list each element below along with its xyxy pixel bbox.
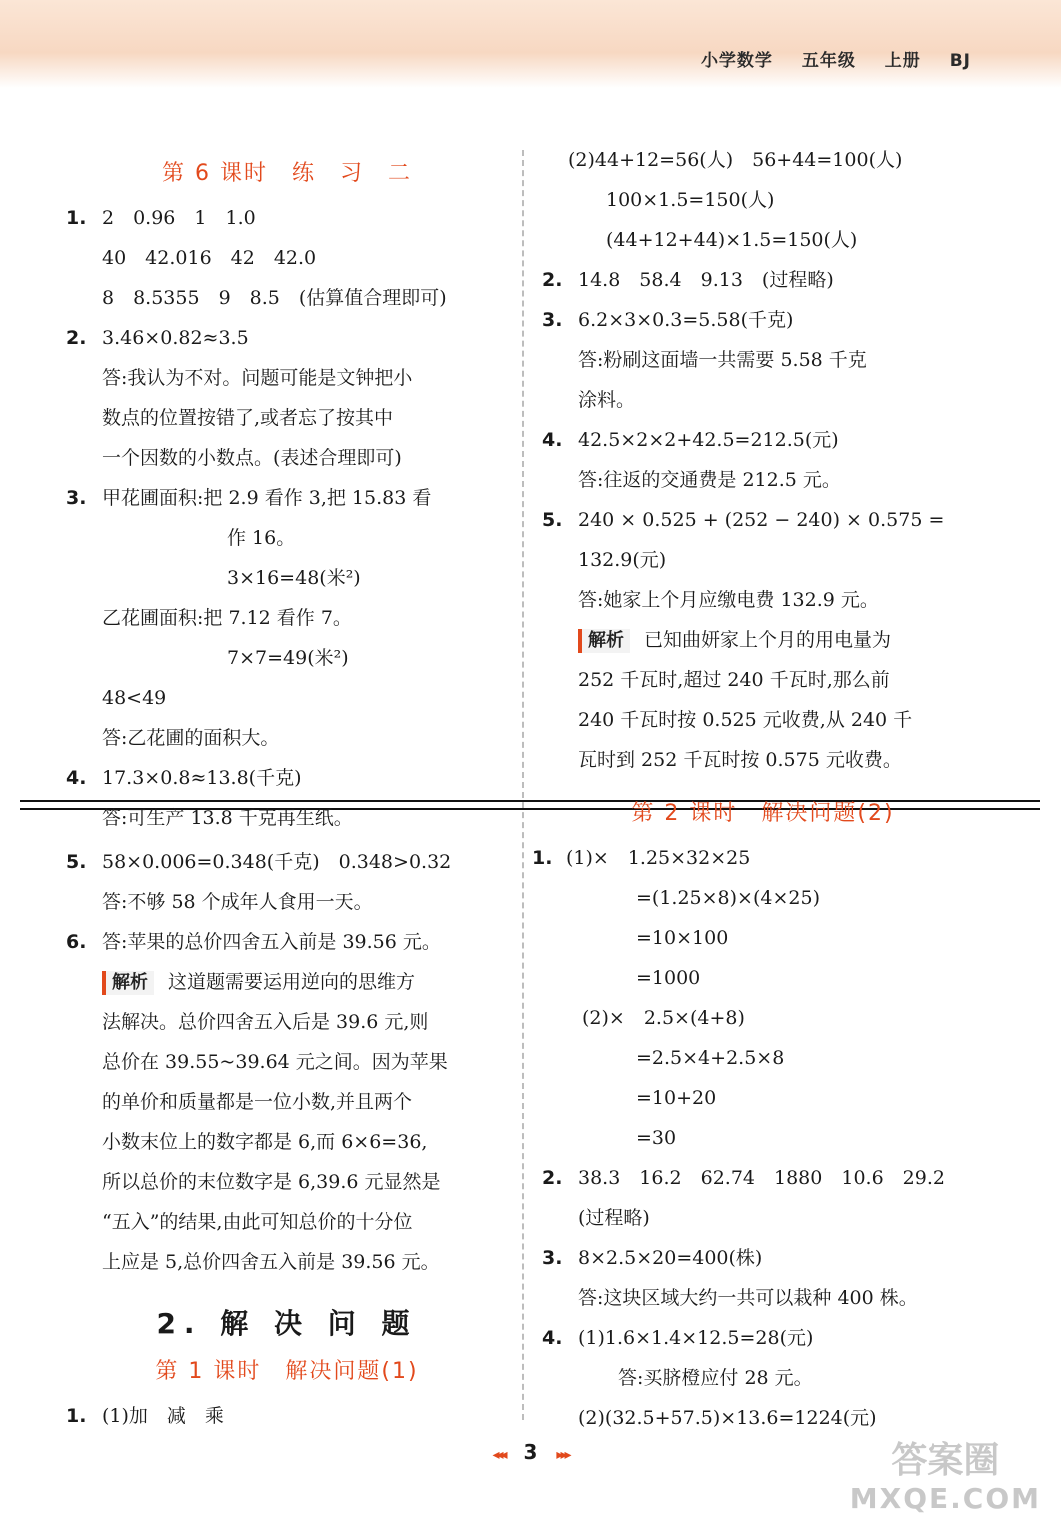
watermark-logo (850, 1442, 1041, 1518)
analysis-line: 252 千瓦时,超过 240 千瓦时,那么前 (578, 669, 890, 691)
left-column (62, 148, 512, 1436)
watermark-text: 答案圈 (891, 1440, 1000, 1481)
answer-line: =2.5×4+2.5×8 (636, 1047, 785, 1069)
answer-line: 答:我认为不对。问题可能是文钟把小 (102, 367, 413, 389)
answer-line: (1)1.6×1.4×12.5=28(元) (578, 1327, 814, 1349)
header-band (0, 0, 1061, 88)
item-number: 1. (532, 847, 553, 869)
answer-line: 240 × 0.525 + (252 − 240) × 0.575 = (578, 509, 945, 531)
answer-line: =10×100 (636, 927, 729, 949)
analysis-line: 已知曲妍家上个月的用电量为 (644, 629, 892, 651)
analysis-block (62, 962, 512, 1282)
analysis-line: 这道题需要运用逆向的思维方 (168, 971, 416, 993)
answer-line: (2)× 2.5×(4+8) (582, 1007, 745, 1029)
page-number: 3 (523, 1440, 538, 1464)
answer-item (62, 318, 512, 478)
answer-line: 2 0.96 1 1.0 (102, 207, 256, 229)
answer-line: 答:粉刷这面墙一共需要 5.58 千克 (578, 349, 867, 371)
analysis-line: 上应是 5,总价四舍五入前是 39.56 元。 (102, 1251, 440, 1273)
answer-line: =1000 (636, 967, 701, 989)
answer-line: 40 42.016 42 42.0 (102, 247, 317, 269)
answer-item (62, 758, 512, 838)
lesson-6-title: 第 6 课时 练 习 二 (162, 161, 412, 186)
answer-line: 甲花圃面积:把 2.9 看作 3,把 15.83 看 (102, 487, 432, 509)
answer-line: 答:可生产 13.8 千克再生纸。 (102, 807, 353, 829)
answer-item (62, 198, 512, 318)
answer-item (538, 420, 988, 500)
answer-line: 答:苹果的总价四舍五入前是 39.56 元。 (102, 931, 441, 953)
item-number: 1. (66, 207, 87, 229)
item-number: 4. (542, 1327, 563, 1349)
volume-label: 上册 (884, 51, 921, 71)
item-number: 3. (542, 1247, 563, 1269)
answer-line: 8×2.5×20=400(株) (578, 1247, 763, 1269)
right-column (532, 140, 988, 1438)
answer-item (538, 500, 988, 620)
answer-line: (1)× 1.25×32×25 (566, 847, 751, 869)
answer-item (538, 1238, 988, 1318)
answer-line: 6.2×3×0.3=5.58(千克) (578, 309, 794, 331)
analysis-line: 法解决。总价四舍五入后是 39.6 元,则 (102, 1011, 429, 1033)
item-number: 5. (542, 509, 563, 531)
answer-line: (2)44+12=56(人) 56+44=100(人) (568, 149, 903, 171)
answer-line: 132.9(元) (578, 549, 667, 571)
answer-line: =30 (636, 1127, 677, 1149)
answer-line: (1)加 减 乘 (102, 1405, 224, 1427)
grade-label: 五年级 (801, 51, 856, 71)
item-number: 2. (66, 327, 87, 349)
analysis-line: 小数末位上的数字都是 6,而 6×6=36, (102, 1131, 428, 1153)
answer-line: 48<49 (102, 687, 167, 709)
answer-line: 作 16。 (227, 527, 296, 549)
item-number: 2. (542, 1167, 563, 1189)
analysis-line: 的单价和质量都是一位小数,并且两个 (102, 1091, 413, 1113)
item-number: 2. (542, 269, 563, 291)
item-number: 4. (542, 429, 563, 451)
analysis-line: 240 千瓦时按 0.525 元收费,从 240 千 (578, 709, 913, 731)
item-number: 4. (66, 767, 87, 789)
answer-line: 答:买脐橙应付 28 元。 (618, 1367, 813, 1389)
edition-label: BJ (949, 51, 971, 71)
analysis-line: 总价在 39.55~39.64 元之间。因为苹果 (102, 1051, 448, 1073)
answer-item (62, 1396, 512, 1436)
watermark-url: MXQE.COM (849, 1482, 1041, 1515)
answer-line: 42.5×2×2+42.5=212.5(元) (578, 429, 839, 451)
answer-item (538, 300, 988, 420)
analysis-line: 所以总价的末位数字是 6,39.6 元显然是 (102, 1171, 441, 1193)
answer-line: 100×1.5=150(人) (606, 189, 775, 211)
answer-line: 答:这块区域大约一共可以栽种 400 株。 (578, 1287, 918, 1309)
right-arrows-icon: ▸▸▸ (556, 1447, 569, 1463)
analysis-block (538, 620, 988, 780)
answer-line: 数点的位置按错了,或者忘了按其中 (102, 407, 394, 429)
answer-line: 乙花圃面积:把 7.12 看作 7。 (102, 607, 352, 629)
answer-item (62, 478, 512, 758)
item-number: 3. (66, 487, 87, 509)
column-divider (522, 150, 524, 1420)
answer-line: 答:乙花圃的面积大。 (102, 727, 280, 749)
answer-line: 14.8 58.4 9.13 (过程略) (578, 269, 834, 291)
answer-line: 38.3 16.2 62.74 1880 10.6 29.2 (578, 1167, 945, 1189)
answer-line: 3×16=48(米²) (227, 567, 361, 589)
answer-line: 17.3×0.8≈13.8(千克) (102, 767, 302, 789)
answer-item (532, 838, 988, 1158)
item-number: 3. (542, 309, 563, 331)
answer-line: 答:不够 58 个成年人食用一天。 (102, 891, 373, 913)
answer-item (538, 1318, 988, 1438)
book-info (679, 46, 971, 71)
answer-line: 一个因数的小数点。(表述合理即可) (102, 447, 402, 469)
answer-item (62, 922, 512, 962)
answer-line: 58×0.006=0.348(千克) 0.348>0.32 (102, 851, 452, 873)
answer-line: (2)(32.5+57.5)×13.6=1224(元) (578, 1407, 877, 1429)
item-number: 5. (66, 851, 87, 873)
answer-line: (过程略) (578, 1207, 650, 1229)
analysis-tag: 解析 (102, 971, 154, 995)
item-number: 6. (66, 931, 87, 953)
analysis-line: “五入”的结果,由此可知总价的十分位 (102, 1211, 413, 1233)
answer-line: 3.46×0.82≈3.5 (102, 327, 249, 349)
answer-item (538, 260, 988, 300)
answer-line: =10+20 (636, 1087, 717, 1109)
item-number: 1. (66, 1405, 87, 1427)
answer-item (62, 842, 512, 922)
lesson-2-title: 第 2 课时 解决问题(2) (631, 801, 895, 826)
subject-label: 小学数学 (700, 51, 773, 71)
lesson-1-title: 第 1 课时 解决问题(1) (155, 1359, 419, 1384)
answer-line: =(1.25×8)×(4×25) (636, 887, 820, 909)
answer-line: 答:她家上个月应缴电费 132.9 元。 (578, 589, 879, 611)
section-title: 2. 解 决 问 题 (156, 1307, 418, 1340)
answer-line: 答:往返的交通费是 212.5 元。 (578, 469, 841, 491)
answer-line: 涂料。 (578, 389, 636, 411)
analysis-tag: 解析 (578, 629, 630, 653)
answer-item (538, 1158, 988, 1238)
left-arrows-icon: ◂◂◂ (492, 1447, 505, 1463)
analysis-line: 瓦时到 252 千瓦时按 0.575 元收费。 (578, 749, 902, 771)
answer-line: 8 8.5355 9 8.5 (估算值合理即可) (102, 287, 447, 309)
answer-line: 7×7=49(米²) (227, 647, 349, 669)
answer-line: (44+12+44)×1.5=150(人) (606, 229, 858, 251)
